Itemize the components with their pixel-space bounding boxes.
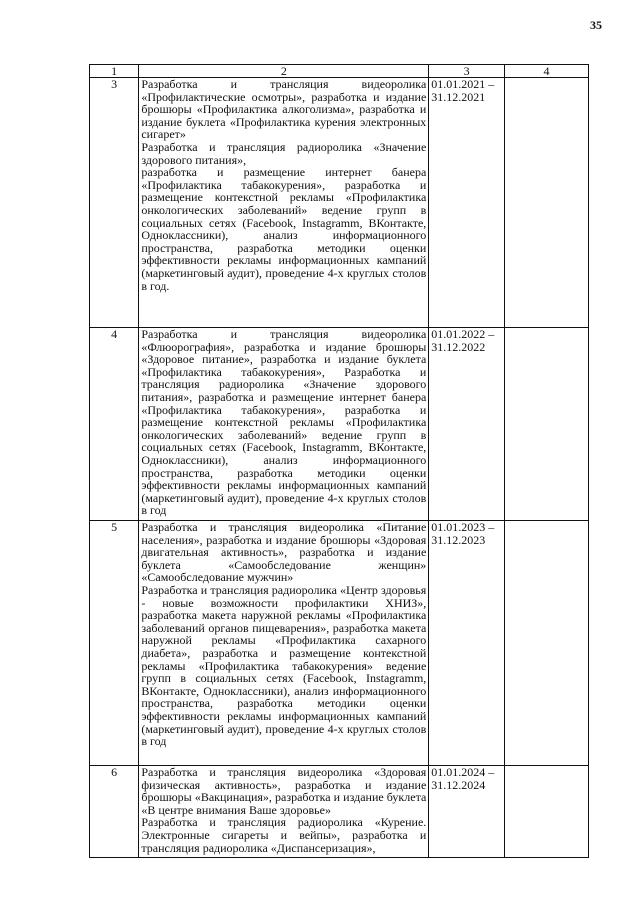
period-end: 31.12.2023 [431, 532, 486, 547]
description-paragraph: Разработка и трансляция видеоролика «Питание населения», разработка и издание брошюры «Здоровая двигательная активность», разработка и издание буклета «Самообследование женщин» «Самообследование мужчин» [141, 520, 427, 585]
description-paragraph: Разработка и трансляция видеоролика «Здоровая физическая активность», разработка и издание брошюры «Вакцинация», разработка и издание буклета «В центре внимания Ваше здоровье» [141, 765, 427, 817]
period-start: 01.01.2024 – [431, 765, 495, 779]
table-row [90, 78, 589, 328]
note-cell [504, 328, 588, 521]
note-cell [504, 78, 588, 328]
column-header-3: 3 [429, 65, 505, 78]
description-paragraph: Разработка и трансляция видеоролика «Флюорография», разработка и издание брошюры «Здоровое питание», разработка и издание буклета «Профилактика табакокурения», Разработка и трансляция радиоролика «Значение здорового питания», разработка и размещение интернет банера «Профилактика табакокурения», разработка и размещение контекстной рекламы «Профилактика онкологических заболеваний» ведение групп в социальных сетях (Facebook, Instagramm, ВКонтакте, Одноклассники), анализ информационного пространства, разработка методики оценки эффективности рекламы информационных кампаний (маркетинговый аудит), проведение 4-х круглых столов в год [141, 327, 427, 518]
period-cell [429, 78, 505, 328]
table-row [90, 328, 589, 521]
column-header-4: 4 [504, 65, 588, 78]
note-cell [504, 766, 588, 858]
activity-description [139, 766, 429, 858]
description-paragraph: разработка и размещение интернет банера «Профилактика табакокурения», разработка и размещение контекстной рекламы «Профилактика онкологических заболеваний» ведение групп в социальных сетях (Facebook, Instagramm, ВКонтакте, Одноклассники), анализ информационного пространства, разработка методики оценки эффективности рекламы информационных кампаний (маркетинговый аудит), проведение 4-х круглых столов в год. [141, 165, 427, 293]
page-number: 35 [590, 18, 602, 32]
column-header-1: 1 [90, 65, 139, 78]
description-paragraph: Разработка и трансляция радиоролика «Значение здорового питания», [141, 139, 427, 167]
row-number: 3 [90, 78, 139, 328]
description-paragraph: Разработка и трансляция радиоролика «Курение. Электронные сигареты и вейпы», разработка и трансляция радиоролика «Диспансеризация», [141, 815, 427, 855]
period-cell [429, 328, 505, 521]
activity-description [139, 328, 429, 521]
period-end: 31.12.2021 [431, 89, 486, 104]
activity-description [139, 521, 429, 766]
table-row [90, 521, 589, 766]
activity-plan-table [89, 64, 589, 858]
row-number: 6 [90, 766, 139, 858]
row-number: 5 [90, 521, 139, 766]
period-cell [429, 521, 505, 766]
description-paragraph: Разработка и трансляция радиоролика «Центр здоровья - новые возможности профилактики ХНИЗ», разработка макета наружной рекламы «Профилактика заболеваний органов пищеварения», разработка макета наружной рекламы «Профилактика сахарного диабета», разработка и размещение контекстной рекламы «Профилактика табакокурения» ведение групп в социальных сетях (Facebook, Instagramm, ВКонтакте, Одноклассники), анализ информационного пространства, разработка методики оценки эффективности рекламы информационных кампаний (маркетинговый аудит), проведение 4-х круглых столов в год [141, 582, 427, 749]
period-cell [429, 766, 505, 858]
period-end: 31.12.2022 [431, 339, 486, 354]
period-start: 01.01.2023 – [431, 520, 495, 534]
table-row [90, 766, 589, 858]
row-number: 4 [90, 328, 139, 521]
description-paragraph: Разработка и трансляция видеоролика «Профилактические осмотры», разработка и издание брошюры «Профилактика алкоголизма», разработка и издание буклета «Профилактика курения электронных сигарет» [141, 77, 427, 142]
period-start: 01.01.2022 – [431, 327, 495, 341]
table-header-row [90, 65, 589, 78]
period-start: 01.01.2021 – [431, 77, 495, 91]
column-header-2: 2 [139, 65, 429, 78]
period-end: 31.12.2024 [431, 777, 486, 792]
activity-description [139, 78, 429, 328]
note-cell [504, 521, 588, 766]
